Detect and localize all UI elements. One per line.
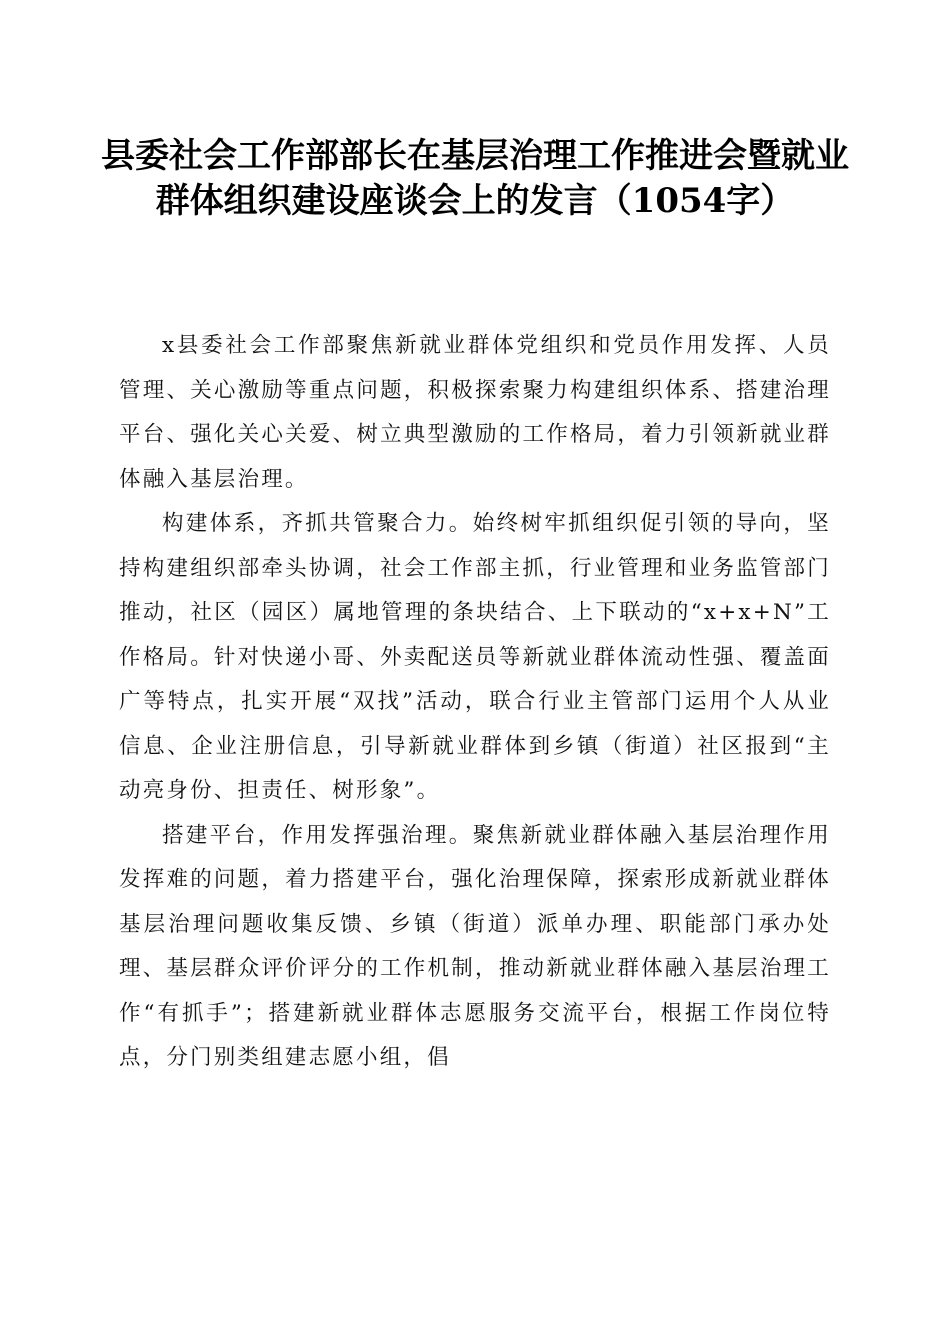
- document-body: [119, 324, 831, 1081]
- document-title: 县委社会工作部部长在基层治理工作推进会暨就业群体组织建设座谈会上的发言（1054字）: [101, 136, 849, 221]
- paragraph-intro: x县委社会工作部聚焦新就业群体党组织和党员作用发挥、人员管理、关心激励等重点问题，积极探索聚力构建组织体系、搭建治理平台、强化关心关爱、树立典型激励的工作格局，着力引领新就业群体融入基层治理。: [119, 333, 831, 492]
- paragraph-build-system: 构建体系，齐抓共管聚合力。始终树牢抓组织促引领的导向，坚持构建组织部牵头协调，社会工作部主抓，行业管理和业务监管部门推动，社区（园区）属地管理的条块结合、上下联动的“x+x+N”工作格局。针对快递小哥、外卖配送员等新就业群体流动性强、覆盖面广等特点，扎实开展“双找”活动，联合行业主管部门运用个人从业信息、企业注册信息，引导新就业群体到乡镇（街道）社区报到“主动亮身份、担责任、树形象”。: [119, 511, 831, 803]
- paragraph-build-platform: 搭建平台，作用发挥强治理。聚焦新就业群体融入基层治理作用发挥难的问题，着力搭建平台，强化治理保障，探索形成新就业群体基层治理问题收集反馈、乡镇（街道）派单办理、职能部门承办处理、基层群众评价评分的工作机制，推动新就业群体融入基层治理工作“有抓手”；搭建新就业群体志愿服务交流平台，根据工作岗位特点，分门别类组建志愿小组，倡: [119, 822, 831, 1070]
